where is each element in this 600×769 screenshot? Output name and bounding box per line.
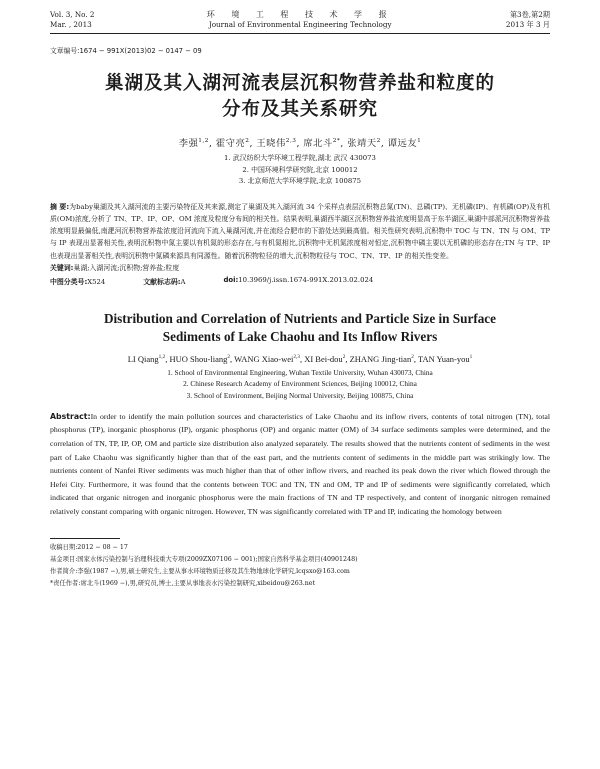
chinese-abstract <box>50 201 550 262</box>
english-title <box>50 310 550 346</box>
doi-label: doi: <box>223 275 239 284</box>
running-header <box>50 10 550 30</box>
doc-code-label: 文献标志码: <box>143 277 181 286</box>
author-name: LI Qiang <box>127 353 159 364</box>
affiliation-line: 3. 北京师范大学环境学院,北京 100875 <box>238 177 362 185</box>
clc-label: 中图分类号: <box>50 277 88 286</box>
affiliation-line: 3. School of Environment, Beijing Normal University, Beijing 100875, China <box>186 390 414 400</box>
clc-value: X524 <box>87 277 106 286</box>
author-affil-mark: 1 <box>469 354 473 361</box>
footnote-rule <box>50 538 120 539</box>
header-journal-en: Journal of Environmental Engineering Technology <box>208 20 392 29</box>
english-title-line: Distribution and Correlation of Nutrients and Particle Size in Surface <box>103 310 497 326</box>
author-name: 谭远友 <box>387 138 418 149</box>
header-issue-date: 2013 年 3 月 <box>505 20 550 29</box>
chinese-affiliations <box>50 153 550 188</box>
abstract-text: In order to identify the main pollution sources and characteristics of Lake Chaohu and its inflow rivers, contents of total nitrogen (TN), total phosphorus (TP), inorganic phosphorus (IP), organic phosphorus (OP) and organic matter (OM) of 34 surface sediments samples were determined, and the correlation of TN, TP, IP, OP, OM and particle size distribution also analyzed separately. The results showed that the nutrients content of sediments in the west part of Lake Chaohu was significantly higher than that of the east part, and the nutrients content of sediments in the middle part was strikingly low. The nutrients content of Nanfei River sediments was much higher than that of other inflow rivers, and reached its peak down the river which flowed through the Hefei City. Furthermore, it was found that the contents between TOC and TN, TN and OM, TP and IP of sediments were significantly correlated, which indicated that organic nitrogen and inorganic phosphorus were the main fractions of TN and TP respectively, and content of inorganic nitrogen remained relatively constant comparing with organic nitrogen. However, TN was significantly correlated with TP and IP, indicating the homology between <box>50 411 550 517</box>
author-name: 王晓伟 <box>256 138 286 149</box>
english-authors: LI Qiang$^{1,2}$, HUO Shou-liang$^2$, WANG Xiao-wei$^{2,3}$, XI Bei-dou$^2$, ZHANG Jing-tian$^2$, TAN Yuan-you$^1$ <box>127 353 473 364</box>
author-affil-mark: 1,2 <box>158 354 166 361</box>
abstract-label: 摘 要: <box>50 202 70 211</box>
author-affil-mark: 2 <box>227 354 230 361</box>
affiliation-line: 2. Chinese Research Academy of Environment Sciences, Beijing 100012, China <box>183 379 417 389</box>
header-journal-cn: 环 境 工 程 技 术 学 报 <box>206 10 394 19</box>
doc-code-value: A <box>180 277 186 286</box>
chinese-title-line: 分布及其关系研究 <box>221 99 378 120</box>
author-name: XI Bei-dou <box>304 353 343 364</box>
author-name: HUO Shou-liang <box>169 353 228 364</box>
header-issue <box>506 10 550 30</box>
abstract-text: 为baby巢湖及其入湖河流的主要污染特征及其来源,测定了巢湖及其入湖河流 34 个采样点表层沉积物总氮(TN)、总磷(TP)、无机磷(IP)、有机磷(OP)及有机质(OM)浓度,分析了 TN、TP、IP、OP、OM 浓度及粒度分布间的相关性。结果表明,巢湖西半湖区沉积物营养盐浓度明显高于东半湖区,巢湖中部派河沉积物营养盐浓度明显最偏低,南淝河沉积物营养盐浓度沿河流向下流入巢湖河流,并在流经合肥市的下游处达到最高值。相关性研究表明,沉积物中 TOC 与 TN、TN 与 OM、TP 与 IP 表现出显著相关性,表明沉积物中氮主要以有机氮的形态存在,与有机氮相比,沉积物中无机氮浓度相对恒定,沉积物中磷主要以无机磷的形态存在;TN 与 TP、IP 也表现出显著相关性,表明沉积物中氮磷来源具有同源性。随着沉积物粒径的增大,沉积物粒径与 TOC、TN、TP、IP 的相关性变差。 <box>50 202 551 260</box>
header-volume-line: Vol. 3, No. 2 <box>50 10 95 19</box>
author-name: TAN Yuan-you <box>417 353 470 364</box>
chinese-title-line: 巢湖及其入湖河流表层沉积物营养盐和粒度的 <box>104 73 495 94</box>
author-name: ZHANG Jing-tian <box>349 353 412 364</box>
doi-value: 10.3969/j.issn.1674-991X.2013.02.024 <box>238 275 374 284</box>
author-affil-mark: 2 <box>411 354 414 361</box>
affiliation-line: 1. School of Environmental Engineering, Wuhan Textile University, Wuhan 430073, China <box>167 367 433 377</box>
author-name: 张靖天 <box>347 138 377 149</box>
header-volume <box>50 10 95 30</box>
header-rule <box>50 33 550 34</box>
document-code <box>143 276 185 286</box>
chinese-title <box>50 71 550 123</box>
author-affil-mark: 2,3 <box>293 354 300 361</box>
author-affil-mark: 2,3 <box>285 137 297 144</box>
author-affil-mark: 1 <box>417 137 422 144</box>
article-number: 文章编号:1674 − 991X(2013)02 − 0147 − 09 <box>50 47 202 55</box>
author-affil-mark: 1,2 <box>198 137 209 144</box>
author-affil-mark: 2 <box>245 137 250 144</box>
doi <box>223 276 373 286</box>
clc-number <box>50 276 105 286</box>
keywords-text: 巢湖;入湖河流;沉积物;营养盐;粒度 <box>73 263 180 272</box>
author-name: 霍守亮 <box>215 138 246 149</box>
footnotes <box>50 542 550 590</box>
footnote-author-bio: 作者简介:李强(1987 −),男,硕士研究生,主要从事水环境物质迁移及其生物地球化学研究,lcqsxo@163.com <box>50 567 350 575</box>
footnote-received: 收稿日期:2012 − 08 − 17 <box>50 543 128 551</box>
english-abstract <box>50 410 550 519</box>
header-journal <box>95 10 506 30</box>
keywords-label: 关键词: <box>50 263 74 272</box>
chinese-keywords <box>50 262 550 274</box>
author-name: 李强 <box>178 138 199 149</box>
affiliation-line: 1. 武汉纺织大学环境工程学院,湖北 武汉 430073 <box>224 154 376 162</box>
chinese-authors: 李强$^{1,2}$, 霍守亮$^2$, 王晓伟$^{2,3}$, 席北斗$^{2*}$, 张靖天$^2$, 谭远友$^1$ <box>178 137 422 149</box>
english-affiliations <box>50 367 550 401</box>
author-affil-mark: 2* <box>332 137 341 144</box>
author-name: WANG Xiao-wei <box>234 353 294 364</box>
author-affil-mark: 2 <box>342 354 346 361</box>
english-title-line: Sediments of Lake Chaohu and Its Inflow Rivers <box>162 328 438 344</box>
abstract-label: Abstract: <box>50 411 91 421</box>
footnote-corresponding: *责任作者:席北斗(1969 −),男,研究员,博士,主要从事地表水污染控制研究,xibeidou@263.net <box>50 579 316 587</box>
classification-line <box>50 276 550 286</box>
footnote-funding: 基金项目:国家水体污染控制与治理科技重大专项(2009ZX07106 − 001);国家自然科学基金项目(40901248) <box>50 555 358 563</box>
header-issue-line: 第3卷,第2期 <box>509 10 550 19</box>
affiliation-line: 2. 中国环境科学研究院,北京 100012 <box>242 165 358 174</box>
header-date-line: Mar. , 2013 <box>50 20 92 29</box>
author-affil-mark: 2 <box>376 137 381 144</box>
author-name: 席北斗 <box>303 138 333 149</box>
